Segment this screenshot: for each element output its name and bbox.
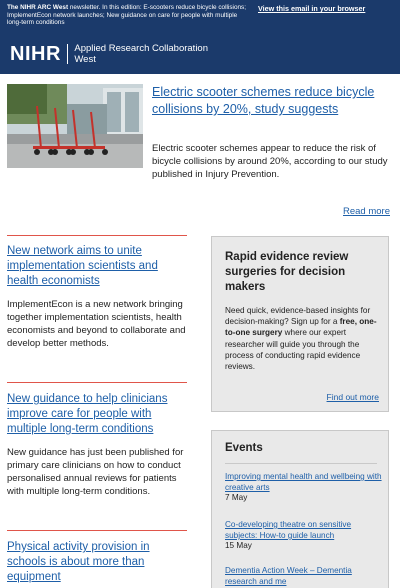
section-divider [7,530,187,531]
section-divider [7,235,187,236]
scooter-photo-icon [7,84,143,168]
article-title-implementecon[interactable]: New network aims to unite implementation scientists and health economists [7,245,158,287]
article-title-guidance[interactable]: New guidance to help clinicians improve care for people with multiple long-term conditions [7,393,168,435]
event-date: 15 May [225,541,252,550]
rapid-evidence-heading: Rapid evidence review surgeries for decision makers [225,251,349,293]
events-divider [225,463,377,464]
feature-article-title[interactable]: Electric scooter schemes reduce bicycle collisions by 20%, study suggests [152,85,375,116]
preheader-summary: newsletter. In this edition: E-scooters reduce bicycle collisions; ImplementEcon network launches; New guidance on care for people with multiple long-term conditions [7,4,247,27]
logo-divider [67,44,69,64]
rapid-evidence-body [225,305,381,372]
preheader-brand: The NIHR ARC West [7,4,69,11]
event-item [225,471,383,503]
event-item [225,519,383,551]
e-scooters-photo[interactable] [7,84,143,168]
logo-line-1: Applied Research Collaboration [74,43,208,54]
section-divider [7,382,187,383]
rapid-evidence-box [211,236,389,412]
newsletter-header [0,0,400,74]
event-link[interactable]: Dementia Action Week – Dementia research and me [225,566,352,586]
article-summary-implementecon: ImplementEcon is a new network bringing together implementation scientists, health economists and beyond to collaborate and develop better methods. [7,299,186,349]
article-summary-guidance: New guidance has just been published for primary care clinicians on how to conduct personalised annual reviews for patients with multiple long-term conditions. [7,447,184,497]
event-item [225,565,383,587]
find-out-more-link[interactable]: Find out more [326,392,379,402]
view-in-browser-link[interactable]: View this email in your browser [258,4,366,13]
preheader-text [7,4,247,27]
read-more-link[interactable]: Read more [343,206,390,217]
event-link[interactable]: Improving mental health and wellbeing with creative arts [225,472,382,492]
event-link[interactable]: Co-developing theatre on sensitive subjects: How-to guide launch [225,520,352,540]
logo-nihr-text: NIHR [10,43,61,65]
rapid-evidence-bold: free, one-to-one surgery [225,317,377,338]
rapid-evidence-body-1: Need quick, evidence-based insights for decision-making? Sign up for a [225,306,371,327]
logo-arc-text [74,43,208,65]
events-heading: Events [225,442,263,454]
article-title-physical-activity[interactable]: Physical activity provision in schools is about more than equipment [7,541,150,583]
events-box [211,430,389,588]
logo-line-2: West [74,54,96,65]
rapid-evidence-body-2: where our expert researcher will guide you through the process of conducting rapid evidence reviews. [225,328,361,372]
feature-article-summary: Electric scooter schemes appear to reduce the risk of bicycle collisions by around 20%, according to our study published in Injury Prevention. [152,143,388,180]
event-date: 7 May [225,493,248,502]
nihr-logo[interactable] [10,43,208,65]
